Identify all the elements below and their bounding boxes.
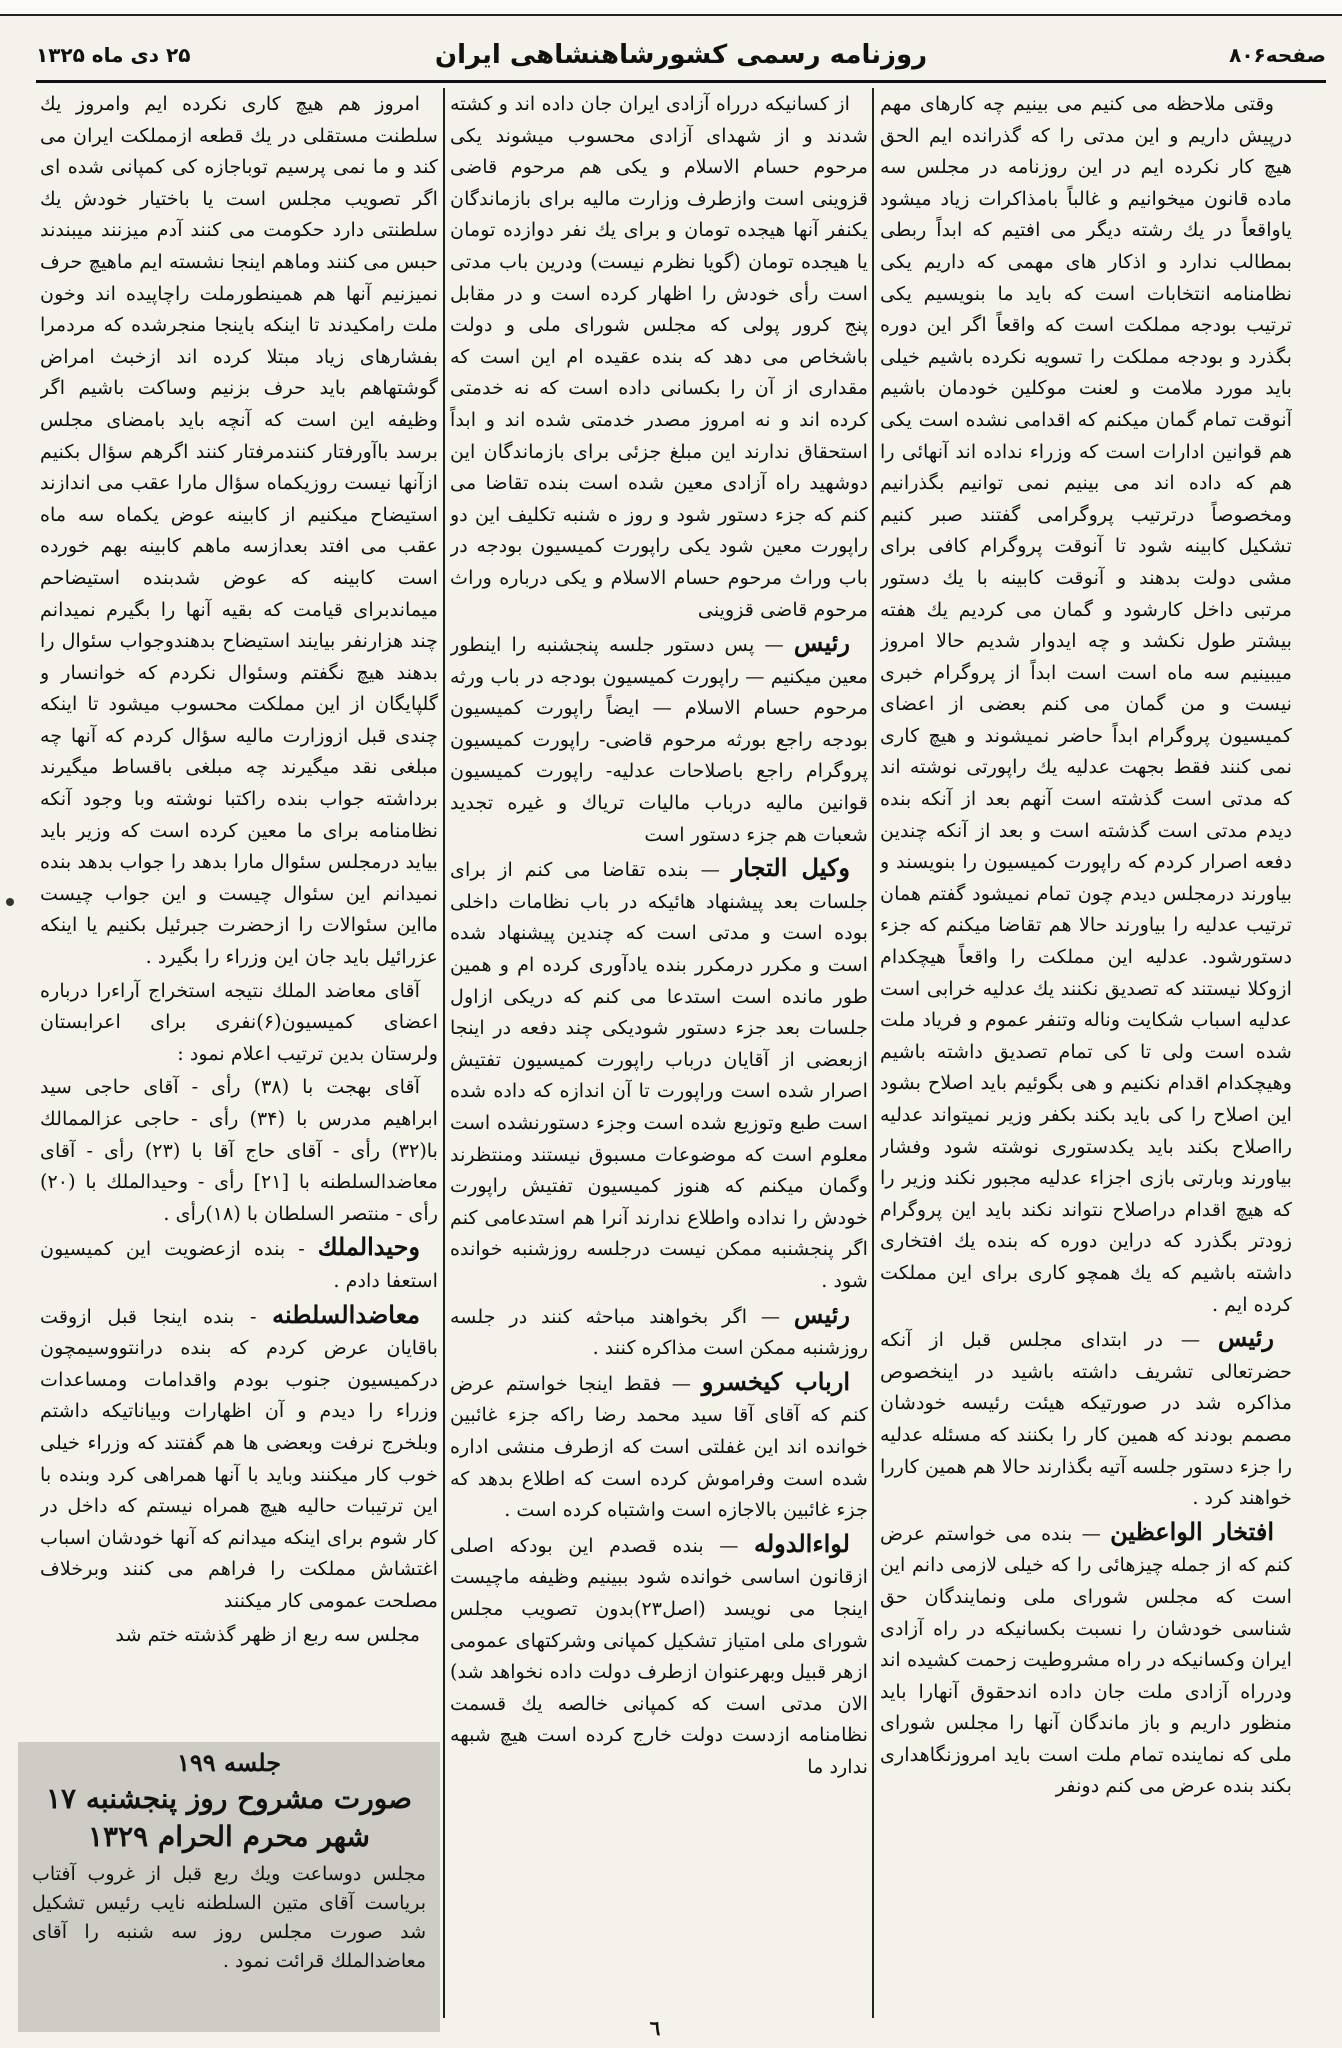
speaker-paragraph	[450, 852, 868, 1296]
body-paragraph: از کسانیکه درراه آزادی ایران جان داده اند و کشته شدند و از شهدای آزادی محسوب میشوند یکی مرحوم حسام الاسلام و یکی هم مرحوم قاضی قزوینی است وازطرف وزارت مالیه برای بازماندگان یکنفر آنها هیجده تومان و برای یك نفر دوازده تومان یا هیجده تومان (گویا نظرم نیست) ودرین باب مدتی است رأی خودش را اظهار کرده است و در مقابل پنج کرور پولی که مجلس شورای ملی و دولت باشخاص می دهد که بنده عقیده ام این است که مقداری از آن را بکسانی داده است که نه خدمتی کرده اند و نه امروز مصدر خدمتی شده اند و ابداً استحقاق ندارند این مبلغ جزئی برای بازماندگان این دوشهید راه آزادی معین شده است بنده تقاضا می کنم که جزء دستور شود و روز ه شنبه تکلیف این دو راپورت معین شود یکی راپورت کمیسیون بودجه در باب وراث مرحوم حسام الاسلام و یکی درباره وراث مرحوم قاضی قزوینی	[450, 92, 868, 621]
session-body: مجلس دوساعت ویك ربع قبل از غروب آفتاب بریاست آقای متین السلطنه نایب رئیس تشکیل شد صورت مجلس روز سه شنبه را آقای معاضدالملك قرائت نمود .	[32, 1863, 426, 1972]
speaker-text: — اگر بخواهند مباحثه کنند در جلسه روزشنبه ممکن است مذاکره کنند .	[450, 1304, 868, 1360]
session-box	[18, 1742, 440, 2032]
speaker-text: — فقط اینجا خواستم عرض کنم که آقای آقا سید محمد رضا راکه جزء غائبین خوانده اند این غفلتی است که ازطرف منشی اداره شده است وفراموش کرده است که اطلاع بدهد که جزء غائبین بالاجازه است واشتباه کرده است .	[450, 1371, 868, 1522]
speaker-paragraph	[450, 1299, 868, 1364]
body-paragraph: امروز هم هیچ کاری نکرده ایم وامروز یك سلطنت مستقلی در یك قطعه ازمملکت ایران می کند و ما نمی پرسیم توباجازه کی کمپانی شده ای اگر تصویب مجلس است یا باختیار خودش یك سلطنتی دارد حکومت می کنند آدم میزنند میبندند حبس می کنند وماهم اینجا نشسته ایم ماهیچ حرف نمیزنیم آنها هم همینطورملت راچاپیده اند وخون ملت رامکیدند تا اینکه باینجا منجرشده که مردمرا بفشارهای زیاد مبتلا کرده اند ازخبث امراض گوشتهاهم باید حرف بزنیم وساکت باشیم اگر وظیفه این است که آنچه باید بامضای مجلس برسد باآورفتار کنندمرفتار کنند اگرهم سؤال بکنیم ازآنها نیست روزیکماه سؤال مارا عقب می اندازند استیضاح میکنیم از کابینه عوض یکماه سه ماه عقب می افتد بعدازسه ماهم کابینه بهم خورده است کابینه که عوض شدبنده استیضاحم میماندبرای قیامت که بقیه آنها را بگیرم نمیدانم چند هزارنفر بیایند استیضاح بدهندوجواب سئوال را بدهند هیچ نگفتم وسئوال نکردم که خوانسار و گلپایگان از این مملکت محسوب میشود تا اینکه چندی قبل ازوزارت مالیه سؤال کردم که آنها چه مبلغی نقد میگیرند چه مبلغی باقساط میگیرند برداشته جواب بنده راکتبا نوشته وبا وجود آنکه نظامنامه برای ما معین کرده است که وزیر باید بیاید درمجلس سئوال مارا بدهد را جواب بدهد بنده نمیدانم این سئوال چیست و این جواب چیست مااین سئوالات را ازحضرت جبرئیل بکنیم یا اینکه عزرائیل باید جان این وزراء را بگیرد .	[40, 92, 438, 969]
speaker-text: — بنده تقاضا می کنم از برای جلسات بعد پیشنهاد هائیکه در باب نظامات داخلی بوده است و مدتی است که چندین پیشنهاد شده است و مکرر درمکرر بنده یادآوری کرده ام و همین طور مانده است استدعا می کنم که دریکی ازاول جلسات بعد جزء دستور شودیکی چند دفعه در اینجا ازبعضی از آقایان درباب راپورت کمیسیون تفتیش اصرار شده است وراپورت تا آن اندازه که داده شده است طبع وتوزیع شده است وجزء دستورنشده است معلوم است که موضوعات مسبوق نیستند ومنتظرند وگمان میکنم که هنوز کمیسیون تفتیش راپورت خودش را نداده واطلاع ندارند آنرا هم استدعامی کنم اگر پنجشنبه ممکن نیست درجلسه روزشنبه خوانده شود .	[450, 858, 868, 1292]
speaker-text: — بنده می خواستم عرض کنم که از جمله چیزهائی را که خیلی لازمی دانم این است که مجلس شورای ملی ونمایندگان حق شناسی خودشان را نسبت بکسانیکه در راه آزادی ایران وکسانیکه در راه مشروطیت زحمت کشیده اند ودرراه آزادی ملت جان داده اندحقوق آنهارا باید منظور داریم و باز ماندگان آنها را مجلس شورای ملی که نماینده تمام ملت است باید امروزنگاهداری بکند بنده عرض می کنم دونفر	[880, 1521, 1292, 1798]
column-divider	[872, 88, 874, 2018]
speaker-paragraph	[450, 1528, 868, 1783]
column-left	[40, 88, 438, 1788]
newspaper-title: روزنامه رسمی کشورشاهنشاهی ایران	[434, 40, 928, 70]
margin-mark	[6, 898, 14, 906]
speaker-name: رئیس	[1217, 1323, 1274, 1353]
speaker-paragraph	[450, 1366, 868, 1526]
session-subtitle: صورت مشروح روز پنجشنبه ۱۷ شهر محرم الحرام ۱۳۲۹	[46, 1782, 412, 1853]
speaker-paragraph	[880, 1516, 1292, 1802]
body-paragraph: مجلس سه ربع از ظهر گذشته ختم شد	[115, 1622, 420, 1646]
speaker-name: وحیدالملك	[317, 1232, 420, 1262]
speaker-name: رئیس	[793, 628, 850, 658]
speaker-paragraph	[40, 1231, 438, 1296]
column-middle	[450, 88, 868, 2013]
speaker-name: معاضدالسلطنه	[272, 1299, 420, 1329]
column-right	[880, 88, 1292, 2003]
speaker-text: — در ابتدای مجلس قبل از آنکه حضرتعالی تشریف داشته باشید در اینخصوص مذاکره شد در صورتیکه هیئت رئیسه خودشان مصمم بودند که همین کار را بکنند که مسئله عدلیه را جزء دستور جلسه آتیه بگذارند حالا هم همین کاررا خواهند کرد .	[880, 1328, 1292, 1510]
speaker-name: رئیس	[793, 1299, 850, 1329]
page-label: صفحه۸۰۶	[1229, 43, 1326, 67]
body-paragraph: وقتی ملاحظه می کنیم می بینیم چه کارهای مهم درپیش داریم و این مدتی را که گذرانده ایم الحق هیچ کار نکرده ایم در این روزنامه در مجلس سه ماده قانون میخوانیم و غالباً بامذاکرات زیاد میشود یاواقعاً در یك رشته دیگر می افتیم که ابداً ربطی بمطالب ندارد و اذکار های مهمی که داریم یکی نظامنامه انتخابات است که باید ما بنویسیم یکی ترتیب بودجه مملکت است که واقعاً اگر این دوره بگذرد و بودجه مملکت را تسویه نکرده باشیم خیلی باید مورد ملامت و لعنت موکلین خودمان باشیم آنوقت تمام گمان میکنم که اقدامی نشده است یکی هم قوانین ادارات است که وزراء نداده اند آنهائی را هم که داده اند می بینیم نمی توانیم بگذرانیم ومخصوصاً درترتیب پروگرامی گفتند صبر کنیم تشکیل کابینه شود تا آنوقت پروگرام کافی برای مشی دولت بدهند و آنوقت کابینه با یك دستور مرتبی داخل کارشود و گمان می کردیم یك هفته بیشتر طول نکشد و چه ایدوار شدیم حالا امروز میبینیم سه ماه است است ابداً از پروگرام خبری نیست و من گمان می کنم بعضی از اعضای کمیسیون پروگرام ابداً حاضر نمیشوند و هیچ کاری نمی کنند فقط بجهت عدلیه یك راپورتی نوشته اند که مدتی است گذشته است آنهم بعد از آنکه بنده دیدم مدتی است گذشته است و بعد از آنکه چندین دفعه اصرار کردم که راپورت کمیسیون را بنویسند و بیاورند درمجلس دیدم چون تمام نمیشود گفتم همان ترتیب عدلیه را بیاورند حالا هم تقاضا میکنم که جزء دستورشود. عدلیه این مملکت را واقعاً هیچکدام ازوکلا نیستند که تصدیق نکنند یك عدلیه خرابی است عدلیه اسباب شکایت وناله وتنفر عموم و فریاد ملت شده است ولی تا کی تمام تصدیق داشته باشیم وهیچکدام اقدام نکنیم و هی بگوئیم باید اصلاح بشود این اصلاح را کی باید بکند بکفر وزیر نمیتواند عدلیه رااصلاح بکند باید یکدستوری نوشته شود وفشار بیاورند وبارتی بازی اجزاء عدلیه مجبور نکند وزیر را که هیچ اقدام دراصلاح نتواند نکند باید این پروگرام زودتر بگذرد که دراین دوره که بنده یك افتخاری داشته باشیم که یك همچو کاری برای این مملکت کرده ایم .	[880, 92, 1292, 1316]
column-divider	[443, 88, 445, 2018]
issue-date: ۲۵ دی ماه ۱۳۲۵	[36, 43, 191, 67]
speaker-name: افتخار الواعظین	[1110, 1516, 1274, 1546]
speaker-text: - بنده اینجا قبل ازوقت باقایان عرض کردم که بنده درانتووسیمچون درکمیسیون جنوب بودم واقدامات ومساعدات وزراء را دیدم و آن اظهارات وبیاناتیکه داشتم وبلخرج نرفت وبعضی ها هم گفتند که وزراء خیلی خوب کار میکنند وباید با آنها همراهی کرد وبنده با این ترتیبات حالیه هیچ همراه نیستم که داخل در کار شوم برای اینکه میدانم که آنها خودشان اسباب اغتشاش مملکت را فراهم می کنند وبرخلاف مصلحت عمومی کار میکنند	[40, 1304, 438, 1612]
page-number: ٦	[649, 2016, 661, 2040]
session-title: جلسه ۱۹۹	[176, 1748, 282, 1777]
header-rule	[36, 80, 1326, 83]
speaker-name: وکیل التجار	[731, 853, 850, 883]
speaker-text: — پس دستور جلسه پنجشنبه را اینطور معین میکنیم — راپورت کمیسیون بودجه در باب ورثه مرحوم حسام الاسلام — ایضاً راپورت کمیسیون بودجه راجع بورثه مرحوم قاضی- راپورت کمیسیون پروگرام راجع باصلاحات عدلیه- راپورت کمیسیون قوانین مالیه درباب مالیات تریاك و غیره تجدید شعبات هم جزء دستور است	[450, 633, 868, 846]
top-edge	[0, 0, 1342, 16]
speaker-name: ارباب کیخسرو	[701, 1366, 850, 1396]
speaker-text: — بنده قصدم این بودکه اصلی ازقانون اساسی خوانده شود ببینیم وظیفه ماچیست اینجا می نویسد (اصل۲۳)بدون تصویب مجلس شورای ملی امتیاز تشکیل کمپانی وشرکتهای عمومی ازهر قبیل وبهرعنوان ازطرف دولت داده نخواهد شد) الان مدتی است که کمپانی خالصه یك قسمت نظامنامه ازدست دولت خارج کرده است هیچ شبهه ندارد ما	[450, 1533, 868, 1778]
body-paragraph: آقای معاضد الملك نتیجه استخراج آراءرا درباره اعضای کمیسیون(۶)نفری برای اعرابستان ولرستان بدین ترتیب اعلام نمود :	[40, 978, 438, 1065]
masthead	[36, 30, 1326, 80]
speaker-paragraph	[880, 1322, 1292, 1514]
body-paragraph: آقای بهجت با (۳۸) رأی - آقای حاجی سید ابراهیم مدرس با (۳۴) رأی - حاجی عزالممالك با(۳۲) رأی - آقای حاج آقا با (۲۳) رأی - آقای معاضدالسلطنه با [۲۱] رأی - وحیدالملك با (۲۰) رأی - منتصر السلطان با (۱۸)رأی .	[40, 1075, 438, 1225]
speaker-paragraph	[450, 627, 868, 850]
speaker-text: - بنده ازعضویت این کمیسیون استعفا دادم .	[40, 1237, 438, 1292]
speaker-paragraph	[40, 1299, 438, 1617]
speaker-name: لواءالدوله	[753, 1528, 850, 1558]
